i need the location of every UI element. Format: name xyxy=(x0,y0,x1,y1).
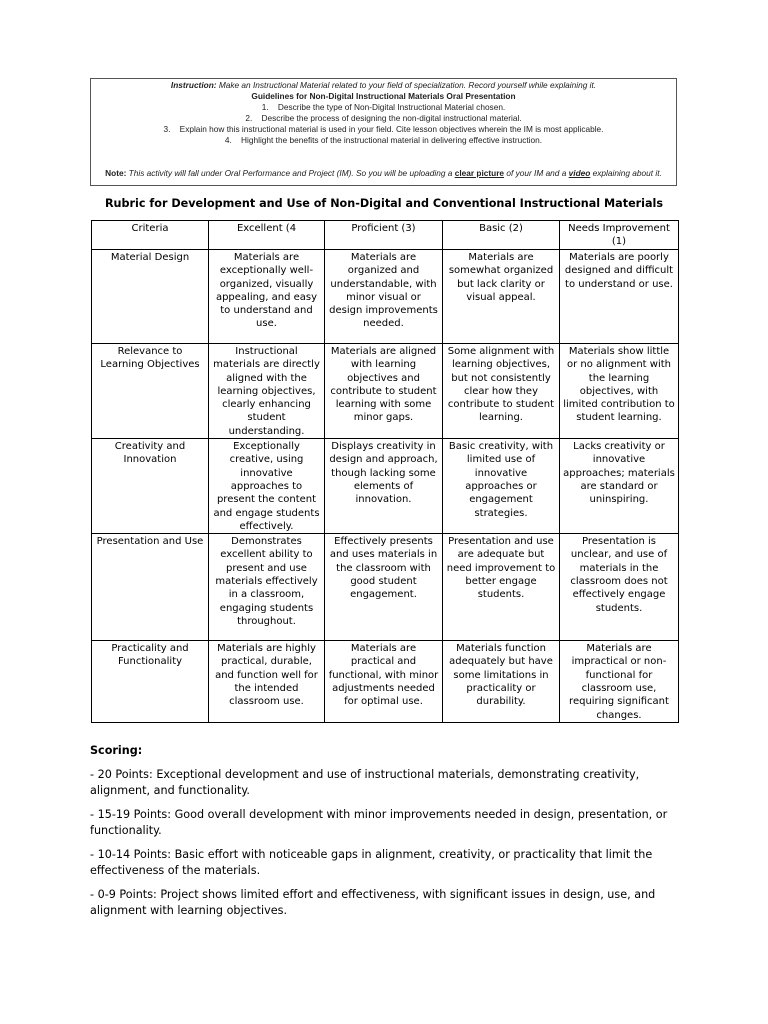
guideline-item: 1. Describe the type of Non-Digital Instructional Material chosen. xyxy=(261,102,506,112)
header-cell: Basic (2) xyxy=(443,221,560,250)
header-cell: Criteria xyxy=(92,221,209,250)
guideline-item: 3. Explain how this instructional material is used in your field. Cite lesson objectives wherein the IM is most applicable. xyxy=(163,124,604,134)
scoring-heading: Scoring: xyxy=(90,744,143,757)
instruction-line xyxy=(91,80,676,91)
clear-picture-link: clear picture xyxy=(454,168,505,178)
rubric-cell: Materials function adequately but have some limitations in practicality or durability. xyxy=(443,641,560,723)
rubric-header-row xyxy=(92,221,679,250)
note: Note: This activity will fall under Oral Performance and Project (IM). So you will be uploading a clear picture of your IM and a video explaining about it. xyxy=(105,168,662,178)
criteria-cell: Relevance to Learning Objectives xyxy=(92,344,209,439)
scoring-item: - 20 Points: Exceptional development and use of instructional materials, demonstrating creativity, alignment, and functionality. xyxy=(90,768,640,797)
instructions-box xyxy=(90,78,677,186)
rubric-cell: Some alignment with learning objectives, but not consistently clear how they contribute to student learning. xyxy=(443,344,560,439)
rubric-table xyxy=(91,220,679,723)
header-cell: Excellent (4 xyxy=(209,221,325,250)
rubric-cell: Effectively presents and uses materials in the classroom with good student engagement. xyxy=(325,534,443,641)
scoring-item: - 10-14 Points: Basic effort with noticeable gaps in alignment, creativity, or practicality that limit the effectiveness of the materials. xyxy=(90,848,653,877)
rubric-cell: Exceptionally creative, using innovative approaches to present the content and engage students effectively. xyxy=(209,439,325,534)
rubric-cell: Materials show little or no alignment with the learning objectives, with limited contribution to student learning. xyxy=(560,344,679,439)
rubric-row xyxy=(92,439,679,534)
guideline-item: 2. Describe the process of designing the non-digital instructional material. xyxy=(245,113,522,123)
scoring-item: - 15-19 Points: Good overall development with minor improvements needed in design, presentation, or functionality. xyxy=(90,808,668,837)
instruction-label: Instruction: xyxy=(170,80,217,90)
rubric-row xyxy=(92,534,679,641)
rubric-cell: Materials are poorly designed and difficult to understand or use. xyxy=(560,250,679,344)
rubric-cell: Displays creativity in design and approach, though lacking some elements of innovation. xyxy=(325,439,443,534)
rubric-cell: Materials are exceptionally well-organized, visually appealing, and easy to understand and use. xyxy=(209,250,325,344)
rubric-cell: Materials are highly practical, durable, and function well for the intended classroom use. xyxy=(209,641,325,723)
criteria-cell: Presentation and Use xyxy=(92,534,209,641)
note-label: Note: xyxy=(105,168,127,178)
rubric-row xyxy=(92,641,679,723)
header-cell: Needs Improvement (1) xyxy=(560,221,679,250)
rubric-cell: Materials are impractical or non-functional for classroom use, requiring significant changes. xyxy=(560,641,679,723)
rubric-cell: Materials are aligned with learning objectives and contribute to student learning with some minor gaps. xyxy=(325,344,443,439)
criteria-cell: Practicality and Functionality xyxy=(92,641,209,723)
rubric-cell: Instructional materials are directly aligned with the learning objectives, clearly enhancing student understanding. xyxy=(209,344,325,439)
rubric-row xyxy=(92,250,679,344)
rubric-cell: Demonstrates excellent ability to present and use materials effectively in a classroom, engaging students throughout. xyxy=(209,534,325,641)
guidelines-title: Guidelines for Non-Digital Instructional Materials Oral Presentation xyxy=(251,91,516,101)
video-link: video xyxy=(568,168,591,178)
rubric-cell: Basic creativity, with limited use of innovative approaches or engagement strategies. xyxy=(443,439,560,534)
rubric-cell: Presentation is unclear, and use of materials in the classroom does not effectively engage students. xyxy=(560,534,679,641)
criteria-cell: Creativity and Innovation xyxy=(92,439,209,534)
rubric-title: Rubric for Development and Use of Non-Digital and Conventional Instructional Materials xyxy=(104,197,664,210)
rubric-row xyxy=(92,344,679,439)
rubric-cell: Materials are somewhat organized but lack clarity or visual appeal. xyxy=(443,250,560,344)
scoring-item: - 0-9 Points: Project shows limited effort and effectiveness, with significant issues in design, use, and alignment with learning objectives. xyxy=(90,888,656,917)
rubric-cell: Materials are organized and understandable, with minor visual or design improvements needed. xyxy=(325,250,443,344)
guideline-item: 4. Highlight the benefits of the instructional material in delivering effective instruction. xyxy=(224,135,543,145)
rubric-cell: Materials are practical and functional, with minor adjustments needed for optimal use. xyxy=(325,641,443,723)
criteria-cell: Material Design xyxy=(92,250,209,344)
instruction-text: Make an Instructional Material related to your field of specialization. Record yourself while explaining it. xyxy=(218,80,597,90)
rubric-cell: Presentation and use are adequate but need improvement to better engage students. xyxy=(443,534,560,641)
header-cell: Proficient (3) xyxy=(325,221,443,250)
scoring-section xyxy=(90,743,690,927)
rubric-cell: Lacks creativity or innovative approaches; materials are standard or uninspiring. xyxy=(560,439,679,534)
